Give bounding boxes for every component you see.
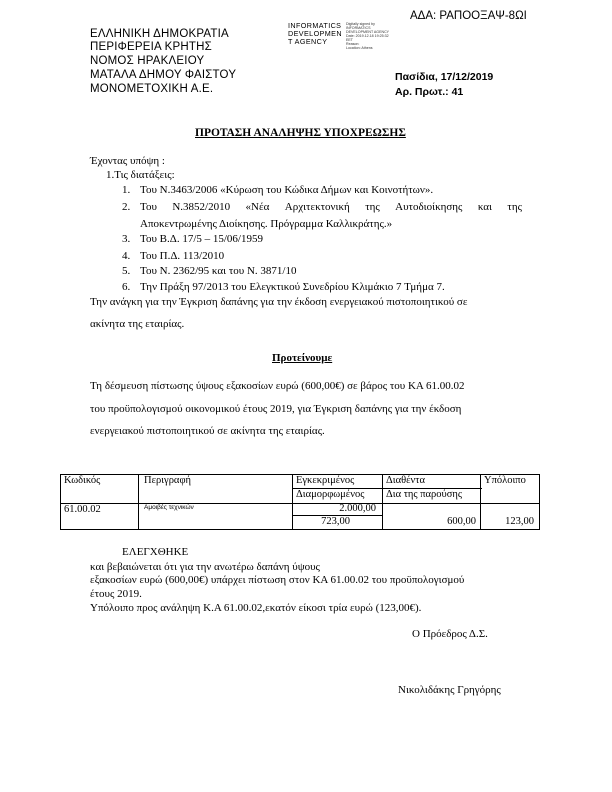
list-item-text: Του Π.Δ. 113/2010 bbox=[140, 250, 225, 262]
proposal-heading: Προτείνουμε bbox=[272, 352, 333, 364]
stamp-detail: Reason: bbox=[346, 42, 360, 46]
table-header-approved-sub: Διαμορφωμένος bbox=[296, 489, 365, 500]
president-title: Ο Πρόεδρος Δ.Σ. bbox=[412, 628, 488, 640]
stamp-line: T AGENCY bbox=[288, 37, 328, 46]
proposal-text: Τη δέσμευση πίστωσης ύψους εξακοσίων ευρώ (600,00€) σε βάρος του ΚΑ 61.00.02 bbox=[90, 380, 465, 392]
header-line-municipality: ΜΑΤΑΛΑ ΔΗΜΟΥ ΦΑΙΣΤΟΥ bbox=[90, 69, 237, 81]
table-cell-previous: 723,00 bbox=[321, 516, 350, 527]
list-item-text: Του Ν.3463/2006 «Κύρωση του Κώδικα Δήμων και Κοινοτήτων». bbox=[140, 184, 434, 196]
word: «Νέα bbox=[245, 201, 270, 213]
check-text: εξακοσίων ευρώ (600,00€) υπάρχει πίστωση στον ΚΑ 61.00.02 του προϋπολογισμού bbox=[90, 574, 465, 586]
list-item-text: Του Β.Δ. 17/5 – 15/06/1959 bbox=[140, 233, 263, 245]
word: της bbox=[507, 201, 522, 213]
check-text: έτους 2019. bbox=[90, 588, 142, 600]
stamp-detail: Location: Athens bbox=[346, 46, 373, 50]
stamp-detail: Digitally signed by bbox=[346, 22, 375, 26]
word: Αρχιτεκτονική bbox=[284, 201, 350, 213]
stamp-line: INFORMATICS bbox=[288, 21, 342, 30]
table-cell-remaining: 123,00 bbox=[505, 516, 534, 527]
table-cell-spent: 600,00 bbox=[447, 516, 476, 527]
need-text: Την ανάγκη για την Έγκριση δαπάνης για την έκδοση ενεργειακού πιστοποιητικού σε bbox=[90, 296, 468, 308]
provisions-heading: 1.Τις διατάξεις: bbox=[106, 169, 175, 181]
list-item-text-continued: Αποκεντρωμένης Διοίκησης. Πρόγραμμα Καλλικράτης.» bbox=[140, 218, 393, 230]
checked-heading: ΕΛΕΓΧΘΗΚΕ bbox=[122, 546, 189, 558]
list-item-number: 3. bbox=[122, 233, 131, 245]
stamp-line: DEVELOPMEN bbox=[288, 29, 342, 38]
list-item-number: 6. bbox=[122, 281, 131, 293]
word: της bbox=[365, 201, 380, 213]
stamp-detail: EET bbox=[346, 38, 353, 42]
word: και bbox=[477, 201, 492, 213]
stamp-detail: DEVELOPMENT AGENCY bbox=[346, 30, 390, 34]
table-header-remaining: Υπόλοιπο bbox=[484, 475, 526, 486]
protocol-number: Αρ. Πρωτ.: 41 bbox=[395, 86, 464, 98]
stamp-detail: Date: 2019.12.18 19:25:32 bbox=[346, 34, 389, 38]
word: Αυτοδιοίκησης bbox=[395, 201, 463, 213]
header-line-company: ΜΟΝΟΜΕΤΟΧΙΚΗ Α.Ε. bbox=[90, 83, 214, 95]
budget-table bbox=[60, 474, 540, 530]
table-border bbox=[292, 474, 293, 530]
word: Ν.3852/2010 bbox=[172, 201, 231, 213]
table-border bbox=[60, 474, 61, 530]
header-line-region: ΠΕΡΙΦΕΡΕΙΑ ΚΡΗΤΗΣ bbox=[90, 41, 212, 53]
header-line-country: ΕΛΛΗΝΙΚΗ ΔΗΜΟΚΡΑΤΙΑ bbox=[90, 28, 229, 40]
need-text: ακίνητα της εταιρίας. bbox=[90, 318, 185, 330]
table-header-spent-sub: Δια της παρούσης bbox=[386, 489, 462, 500]
list-item-number: 1. bbox=[122, 184, 131, 196]
table-border bbox=[539, 474, 540, 530]
document-title: ΠΡΟΤΑΣΗ ΑΝΑΛΗΨΗΣ ΥΠΟΧΡΕΩΣΗΣ bbox=[195, 127, 406, 139]
proposal-text: του προϋπολογισμού οικονομικού έτους 2019, για Έγκριση δαπάνης για την έκδοση bbox=[90, 403, 462, 415]
word: Του bbox=[140, 201, 157, 213]
table-header-description: Περιγραφή bbox=[144, 475, 191, 486]
list-item-number: 2. bbox=[122, 201, 131, 213]
table-border bbox=[60, 529, 540, 530]
table-cell-code: 61.00.02 bbox=[64, 504, 101, 515]
table-cell-approved: 2.000,00 bbox=[339, 503, 376, 514]
list-item-number: 4. bbox=[122, 250, 131, 262]
table-header-spent: Διαθέντα bbox=[386, 475, 425, 486]
table-border bbox=[138, 474, 139, 530]
check-text: Υπόλοιπο προς ανάληψη Κ.Α 61.00.02,εκατόν είκοσι τρία ευρώ (123,00€). bbox=[90, 602, 422, 614]
proposal-text: ενεργειακού πιστοποιητικού σε ακίνητα της εταιρίας. bbox=[90, 425, 325, 437]
ada-code: ΑΔΑ: ΡΑΠΟΟΞΑΨ-8ΩΙ bbox=[410, 10, 527, 22]
table-cell-description: Αμοιβές τεχνικών bbox=[144, 504, 194, 511]
stamp-detail: INFORMATICS bbox=[346, 26, 371, 30]
header-line-prefecture: ΝΟΜΟΣ ΗΡΑΚΛΕΙΟΥ bbox=[90, 55, 205, 67]
list-item-text: Του Ν. 2362/95 και του Ν. 3871/10 bbox=[140, 265, 297, 277]
document-date: Πασίδια, 17/12/2019 bbox=[395, 71, 494, 83]
list-item-number: 5. bbox=[122, 265, 131, 277]
list-item-text-justified bbox=[140, 201, 522, 213]
signatory-name: Νικολιδάκης Γρηγόρης bbox=[398, 684, 501, 696]
table-border bbox=[480, 474, 481, 530]
table-border bbox=[382, 474, 383, 530]
table-header-code: Κωδικός bbox=[64, 475, 101, 486]
list-item-text: Την Πράξη 97/2013 του Ελεγκτικού Συνεδρίου Κλιμάκιο 7 Τμήμα 7. bbox=[140, 281, 445, 293]
table-header-approved: Εγκεκριμένος bbox=[296, 475, 355, 486]
intro-text: Έχοντας υπόψη : bbox=[90, 155, 165, 167]
check-text: και βεβαιώνεται ότι για την ανωτέρω δαπάνη ύψους bbox=[90, 561, 320, 573]
